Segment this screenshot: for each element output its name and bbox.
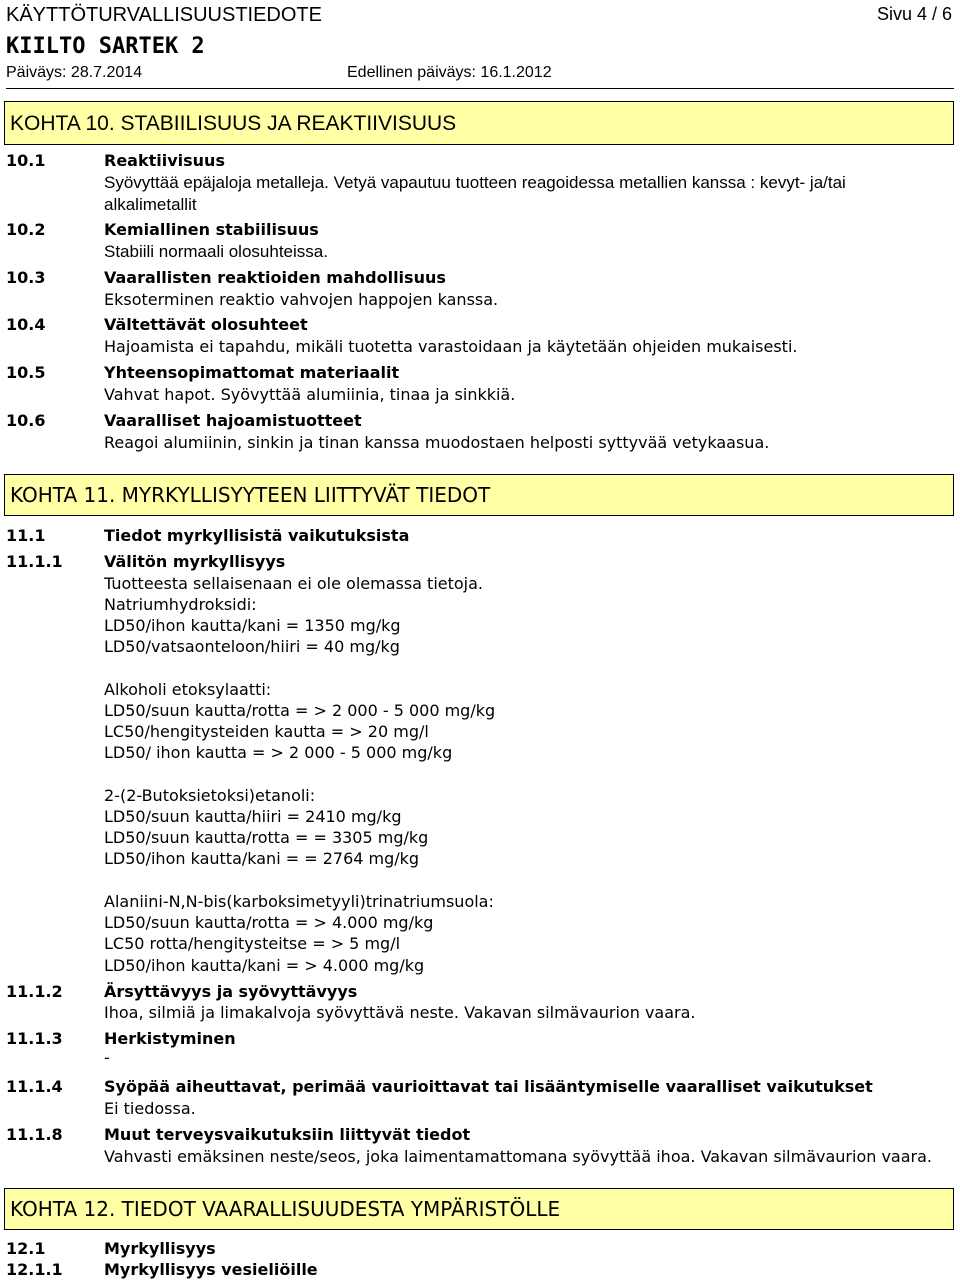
item-number: 12.1 [6, 1239, 46, 1258]
toxicity-line: LD50/suun kautta/hiiri = 2410 mg/kg [104, 807, 402, 826]
toxicity-line: LD50/vatsaonteloon/hiiri = 40 mg/kg [104, 637, 400, 656]
toxicity-line: LD50/suun kautta/rotta = = 3305 mg/kg [104, 828, 429, 847]
item-title: Vaaralliset hajoamistuotteet [104, 411, 362, 430]
item-number: 10.3 [6, 268, 46, 287]
toxicity-line: LC50 rotta/hengitysteitse = > 5 mg/l [104, 934, 401, 953]
page-number: Sivu 4 / 6 [876, 4, 952, 24]
section-12-bar [4, 1188, 954, 1230]
item-text: Reagoi alumiinin, sinkin ja tinan kanssa muodostaen helposti syttyvää vetykaasua. [104, 433, 770, 452]
toxicity-line: LD50/ihon kautta/kani = > 4.000 mg/kg [104, 956, 425, 975]
item-text: Eksoterminen reaktio vahvojen happojen kanssa. [104, 290, 499, 309]
section-10-bar [4, 101, 954, 145]
item-text: Vahvasti emäksinen neste/seos, joka laimentamattomana syövyttää ihoa. Vakavan silmävaurion vaara. [104, 1147, 932, 1166]
section-11-title: KOHTA 11. MYRKYLLISYYTEEN LIITTYVÄT TIEDOT [10, 483, 491, 507]
item-number: 12.1.1 [6, 1260, 63, 1279]
document-header [6, 0, 954, 94]
item-number: 10.2 [6, 220, 46, 239]
item-number: 11.1.4 [6, 1077, 63, 1096]
item-number: 11.1.1 [6, 552, 63, 571]
item-title: Myrkyllisyys [104, 1239, 216, 1258]
item-text: - [104, 1048, 110, 1067]
toxicity-line: Alaniini-N,N-bis(karboksimetyyli)trinatriumsuola: [104, 892, 494, 911]
item-text: Ihoa, silmiä ja limakalvoja syövyttävä neste. Vakavan silmävaurion vaara. [104, 1003, 696, 1022]
item-text: alkalimetallit [104, 195, 197, 214]
toxicity-line: Natriumhydroksidi: [104, 595, 257, 614]
toxicity-line: Alkoholi etoksylaatti: [104, 680, 272, 699]
section-12-title: KOHTA 12. TIEDOT VAARALLISUUDESTA YMPÄRISTÖLLE [10, 1197, 561, 1221]
toxicity-line: LD50/ ihon kautta = > 2 000 - 5 000 mg/kg [104, 743, 453, 762]
toxicity-line: LD50/ihon kautta/kani = = 2764 mg/kg [104, 849, 420, 868]
item-title: Herkistyminen [104, 1029, 236, 1048]
item-title: Myrkyllisyys vesieliöille [104, 1260, 318, 1279]
item-number: 10.6 [6, 411, 46, 430]
item-title: Syöpää aiheuttavat, perimää vaurioittavat tai lisääntymiselle vaaralliset vaikutukset [104, 1077, 873, 1096]
revision-date: Päiväys: 28.7.2014 [6, 64, 143, 81]
item-text: Vahvat hapot. Syövyttää alumiinia, tinaa ja sinkkiä. [104, 385, 516, 404]
toxicity-line: LD50/suun kautta/rotta = > 4.000 mg/kg [104, 913, 434, 932]
item-number: 11.1.2 [6, 982, 63, 1001]
toxicity-line: 2-(2-Butoksietoksi)etanoli: [104, 786, 316, 805]
previous-date: Edellinen päiväys: 16.1.2012 [347, 64, 552, 81]
item-text: Hajoamista ei tapahdu, mikäli tuotetta varastoidaan ja käytetään ohjeiden mukaisesti. [104, 337, 798, 356]
toxicity-line: LD50/suun kautta/rotta = > 2 000 - 5 000 mg/kg [104, 701, 496, 720]
item-title: Vältettävät olosuhteet [104, 315, 308, 334]
product-name: KIILTO SARTEK 2 [6, 34, 205, 59]
item-text: Stabiili normaali olosuhteissa. [104, 242, 328, 261]
section-10-title: KOHTA 10. STABIILISUUS JA REAKTIIVISUUS [10, 112, 457, 135]
section-11-bar [4, 474, 954, 516]
item-number: 11.1.3 [6, 1029, 63, 1048]
item-title: Vaarallisten reaktioiden mahdollisuus [104, 268, 446, 287]
item-number: 10.1 [6, 151, 46, 170]
item-title: Kemiallinen stabiilisuus [104, 220, 319, 239]
toxicity-line: LD50/ihon kautta/kani = 1350 mg/kg [104, 616, 401, 635]
item-title: Ärsyttävyys ja syövyttävyys [104, 982, 358, 1001]
item-title: Tiedot myrkyllisistä vaikutuksista [104, 526, 410, 545]
item-number: 10.5 [6, 363, 46, 382]
item-text: Ei tiedossa. [104, 1099, 196, 1118]
item-number: 11.1 [6, 526, 46, 545]
toxicity-line: Tuotteesta sellaisenaan ei ole olemassa tietoja. [104, 574, 484, 593]
item-title: Välitön myrkyllisyys [104, 552, 286, 571]
item-number: 10.4 [6, 315, 46, 334]
item-text: Syövyttää epäjaloja metalleja. Vetyä vapautuu tuotteen reagoidessa metallien kanssa : kevyt- ja/tai [104, 173, 846, 192]
document-type: KÄYTTÖTURVALLISUUSTIEDOTE [6, 4, 322, 26]
header-divider [6, 88, 954, 89]
item-number: 11.1.8 [6, 1125, 63, 1144]
toxicity-line: LC50/hengitysteiden kautta = > 20 mg/l [104, 722, 429, 741]
item-title: Yhteensopimattomat materiaalit [104, 363, 400, 382]
item-title: Muut terveysvaikutuksiin liittyvät tiedot [104, 1125, 471, 1144]
item-title: Reaktiivisuus [104, 151, 225, 170]
